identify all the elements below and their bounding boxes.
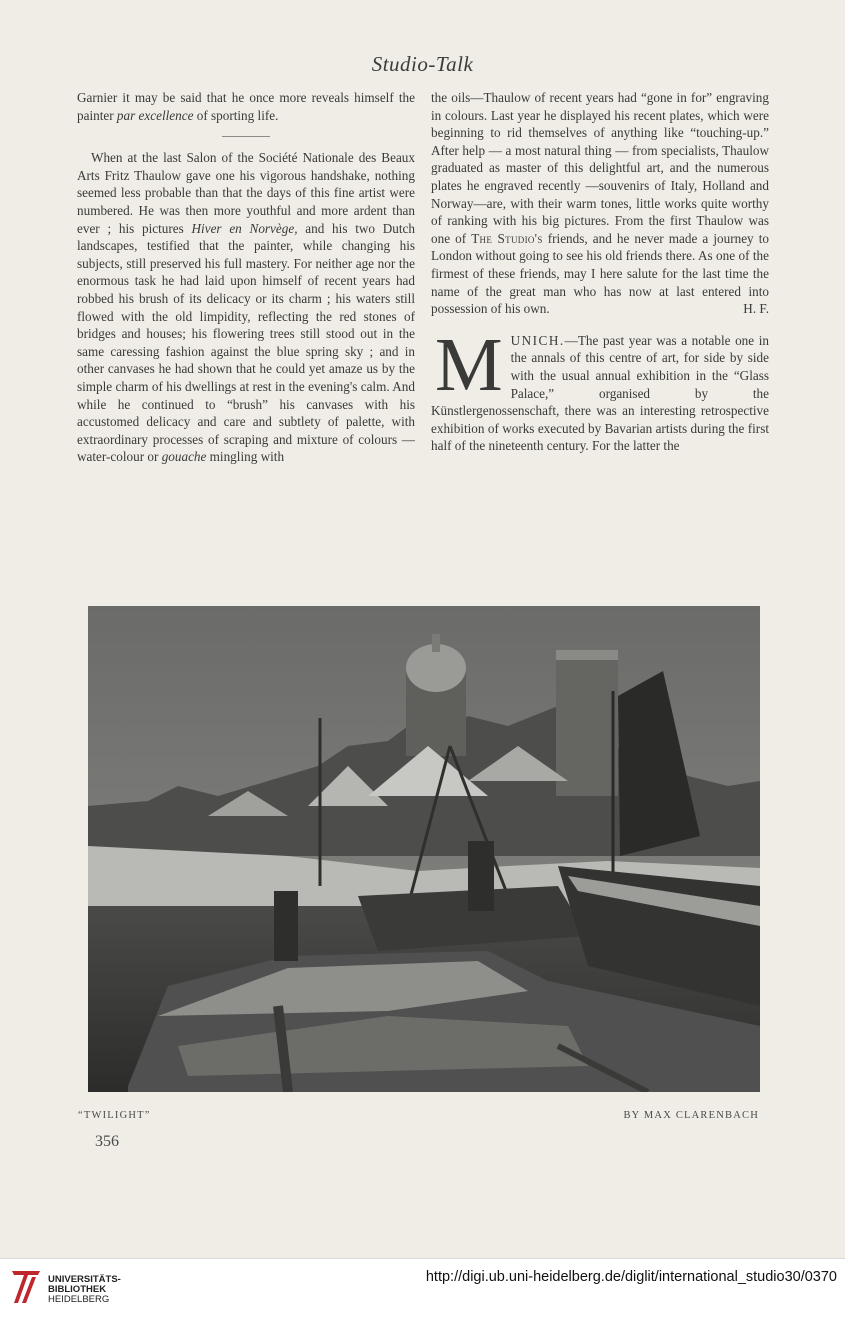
small-caps-text: The Studio's	[471, 230, 543, 246]
paragraph	[77, 149, 415, 466]
text-run: —The past year was a notable one in the annals of this centre of art, for side by side with the usual annual exhibition in the “Glass Palace,” organised by the Künstlergenossenschaft, there was an interesting retrospective exhibition of works executed by Bavarian artists during the first half of the nineteenth century. For the latter the	[431, 332, 769, 454]
paragraph	[431, 322, 769, 455]
text-run: of sporting life.	[193, 107, 279, 123]
section-divider	[222, 136, 270, 137]
paragraph	[431, 89, 769, 318]
section-lead: UNICH.	[510, 332, 565, 348]
painting-illustration	[88, 606, 760, 1092]
right-column	[431, 89, 769, 455]
page-number: 356	[95, 1133, 119, 1150]
plate-artist: BY MAX CLARENBACH	[623, 1110, 759, 1121]
university-library-logo-icon	[10, 1267, 42, 1307]
library-name	[48, 1275, 121, 1305]
italic-text: gouache	[161, 449, 207, 465]
library-name-line: BIBLIOTHEK	[48, 1284, 107, 1295]
document-url-link[interactable]: http://digi.ub.uni-heidelberg.de/diglit/international_studio30/0370	[425, 1269, 837, 1285]
italic-text: Hiver en Norvège,	[191, 220, 298, 236]
library-name-line: HEIDELBERG	[48, 1294, 110, 1305]
painting-plate	[88, 606, 760, 1092]
paragraph	[77, 89, 415, 124]
text-run: mingling with	[206, 449, 285, 465]
text-run: Garnier it may be said that he once more reveals himself the painter	[77, 90, 415, 123]
plate-title: “TWILIGHT”	[78, 1110, 151, 1121]
text-run: When at the last Salon of the Société Nationale des Beaux Arts Fritz Thaulow gave one his vigorous handshake, nothing seemed less probable than that the days of this fine artist were numbered. He was then more youthful and more ardent than ever ; his pictures	[77, 150, 415, 236]
author-signature: H. F.	[743, 301, 769, 317]
drop-cap: M	[435, 322, 503, 407]
italic-text: par excellence	[116, 107, 194, 123]
text-run: friends, and he never made a journey to London without going to see his old friends there. As one of the firmest of these friends, may I here salute for the last time the name of the great man who has now at last entered into possession of his own.	[431, 230, 769, 317]
running-head: Studio-Talk	[371, 52, 474, 76]
text-run: and his two Dutch landscapes, testified that the painter, while changing his subjects, still preserved his full mastery. For neither age nor the enormous task he had laid upon himself of recent years had robbed his brush of its delicacy or its charm ; his waters still flowed with the old limpidity, reflecting the red stones of bridges and houses; his flowering trees still stood out in the same caressing fashion against the blue spring sky ; and in other canvases he had shown that he could yet amaze us by the simple charm of his dwellings at rest in the evening's calm. And while he continued to “brush” his canvases with his accustomed delicacy and care and subtlety of palette, with extraordinary processes of scraping and mixture of colours — water-colour or	[77, 220, 415, 465]
text-run: the oils—Thaulow of recent years had “gone in for” engraving in colours. Last year he displayed his recent plates, which were beginning to rid themselves of anything like “touching-up.” After help — a most natural thing — from specialists, Thaulow graduated as master of this delightful art, and the numerous plates he engraved recently —souvenirs of Italy, Holland and Norway—are, with their warm tones, little works quite worthy of ranking with his big pictures. From the first Thaulow was one of	[431, 90, 769, 246]
library-footer	[0, 1258, 845, 1320]
left-column	[77, 89, 415, 466]
library-name-line: UNIVERSITÄTS-	[48, 1274, 121, 1285]
